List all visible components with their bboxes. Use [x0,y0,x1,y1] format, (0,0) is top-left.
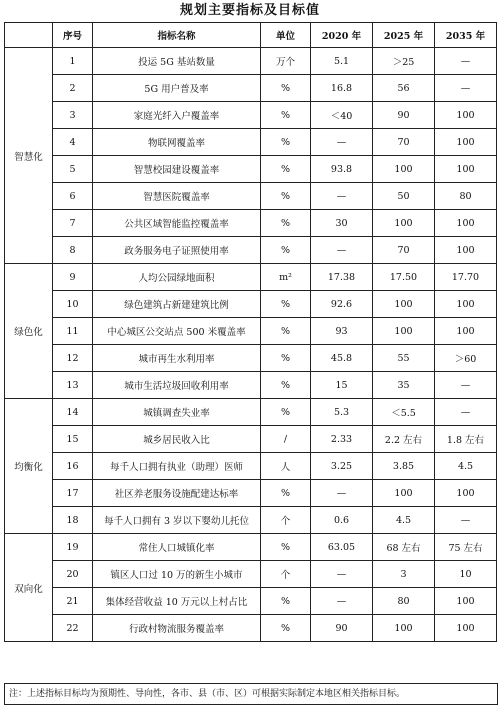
table-row [5,480,497,507]
cell-y2035: 100 [435,237,497,264]
cell-y2025: 2.2 左右 [373,426,435,453]
cell-seq: 10 [53,291,93,318]
cell-y2035: — [435,372,497,399]
cell-y2020: 15 [311,372,373,399]
cell-seq: 12 [53,345,93,372]
cell-y2020: 17.38 [311,264,373,291]
cell-y2035: 100 [435,156,497,183]
cell-y2025: 100 [373,291,435,318]
cell-y2025: 80 [373,588,435,615]
cell-unit: 万个 [261,48,311,75]
table-row [5,534,497,561]
table-body [5,48,497,642]
cell-name: 城镇调查失业率 [93,399,261,426]
table-row [5,399,497,426]
cell-y2035: 80 [435,183,497,210]
cell-name: 每千人口拥有 3 岁以下婴幼儿托位 [93,507,261,534]
cell-y2035: ＞60 [435,345,497,372]
cell-name: 每千人口拥有执业（助理）医师 [93,453,261,480]
cell-y2025: 55 [373,345,435,372]
table-row [5,561,497,588]
cell-name: 绿色建筑占新建建筑比例 [93,291,261,318]
cell-y2025: 3 [373,561,435,588]
table-row [5,75,497,102]
cell-seq: 19 [53,534,93,561]
table-row [5,507,497,534]
cell-y2025: 100 [373,615,435,642]
table-row [5,129,497,156]
cell-seq: 2 [53,75,93,102]
cell-seq: 4 [53,129,93,156]
cell-y2020: — [311,480,373,507]
cell-y2020: 5.1 [311,48,373,75]
cell-name: 中心城区公交站点 500 米覆盖率 [93,318,261,345]
cell-y2020: — [311,237,373,264]
cell-seq: 15 [53,426,93,453]
cell-y2025: 100 [373,156,435,183]
cell-y2035: 100 [435,588,497,615]
cell-name: 城市生活垃圾回收利用率 [93,372,261,399]
header-seq: 序号 [53,23,93,48]
table-row [5,372,497,399]
cell-unit: % [261,588,311,615]
cell-y2020: 93 [311,318,373,345]
table-title: 规划主要指标及目标值 [179,3,320,18]
cell-y2025: 35 [373,372,435,399]
cell-unit: % [261,210,311,237]
category-cell: 均衡化 [5,399,53,534]
cell-y2025: 50 [373,183,435,210]
cell-seq: 16 [53,453,93,480]
cell-seq: 22 [53,615,93,642]
category-cell: 绿色化 [5,264,53,399]
cell-unit: % [261,102,311,129]
cell-seq: 18 [53,507,93,534]
header-row [5,23,497,48]
table-row [5,615,497,642]
cell-unit: % [261,480,311,507]
cell-y2025: 100 [373,480,435,507]
cell-unit: % [261,237,311,264]
cell-y2035: — [435,399,497,426]
cell-name: 5G 用户普及率 [93,75,261,102]
cell-y2035: 1.8 左右 [435,426,497,453]
cell-seq: 3 [53,102,93,129]
cell-y2020: 16.8 [311,75,373,102]
cell-name: 城乡居民收入比 [93,426,261,453]
cell-y2025: 70 [373,129,435,156]
table-row [5,264,497,291]
cell-y2020: — [311,129,373,156]
cell-y2035: 100 [435,615,497,642]
cell-seq: 17 [53,480,93,507]
cell-unit: % [261,399,311,426]
cell-y2020: 45.8 [311,345,373,372]
cell-y2020: 92.6 [311,291,373,318]
cell-y2025: 3.85 [373,453,435,480]
cell-y2020: 0.6 [311,507,373,534]
cell-seq: 9 [53,264,93,291]
cell-y2020: 2.33 [311,426,373,453]
cell-y2025: 100 [373,210,435,237]
cell-name: 政务服务电子证照使用率 [93,237,261,264]
cell-name: 城市再生水利用率 [93,345,261,372]
cell-name: 物联网覆盖率 [93,129,261,156]
table-note: 注：上述指标目标均为预期性、导向性，各市、县（市、区）可根据实际制定本地区相关指标目标。 [4,683,498,705]
cell-unit: 个 [261,507,311,534]
cell-name: 智慧校园建设覆盖率 [93,156,261,183]
cell-name: 社区养老服务设施配建达标率 [93,480,261,507]
cell-y2020: 63.05 [311,534,373,561]
cell-y2035: — [435,75,497,102]
cell-y2035: 10 [435,561,497,588]
cell-y2035: 17.70 [435,264,497,291]
header-2020: 2020 年 [311,23,373,48]
cell-y2020: — [311,561,373,588]
cell-name: 投运 5G 基站数量 [93,48,261,75]
cell-name: 镇区人口过 10 万的新生小城市 [93,561,261,588]
cell-y2025: 90 [373,102,435,129]
table-row [5,210,497,237]
table-row [5,48,497,75]
table-row [5,291,497,318]
table-row [5,426,497,453]
cell-unit: % [261,183,311,210]
cell-unit: % [261,156,311,183]
cell-name: 人均公园绿地面积 [93,264,261,291]
cell-y2035: 100 [435,318,497,345]
cell-name: 公共区域智能监控覆盖率 [93,210,261,237]
cell-y2020: — [311,588,373,615]
header-name: 指标名称 [93,23,261,48]
header-2025: 2025 年 [373,23,435,48]
cell-y2035: 100 [435,102,497,129]
cell-unit: m² [261,264,311,291]
cell-unit: / [261,426,311,453]
cell-y2035: — [435,507,497,534]
cell-seq: 14 [53,399,93,426]
indicator-table [4,22,497,642]
cell-unit: % [261,291,311,318]
header-unit: 单位 [261,23,311,48]
table-row [5,588,497,615]
cell-seq: 13 [53,372,93,399]
cell-seq: 7 [53,210,93,237]
cell-name: 常住人口城镇化率 [93,534,261,561]
cell-unit: % [261,345,311,372]
table-row [5,156,497,183]
cell-y2020: 3.25 [311,453,373,480]
cell-y2020: 90 [311,615,373,642]
cell-unit: 个 [261,561,311,588]
cell-y2020: — [311,183,373,210]
cell-y2025: ＜5.5 [373,399,435,426]
header-category [5,23,53,48]
cell-y2025: 4.5 [373,507,435,534]
cell-seq: 1 [53,48,93,75]
cell-y2025: 17.50 [373,264,435,291]
cell-seq: 21 [53,588,93,615]
cell-unit: % [261,534,311,561]
table-row [5,345,497,372]
cell-y2025: 56 [373,75,435,102]
cell-y2035: 100 [435,129,497,156]
cell-seq: 20 [53,561,93,588]
cell-y2035: 75 左右 [435,534,497,561]
cell-y2025: ＞25 [373,48,435,75]
category-cell: 智慧化 [5,48,53,264]
cell-unit: % [261,75,311,102]
cell-unit: 人 [261,453,311,480]
table-row [5,183,497,210]
cell-y2020: 93.8 [311,156,373,183]
cell-name: 行政村物流服务覆盖率 [93,615,261,642]
cell-unit: % [261,372,311,399]
category-cell: 双向化 [5,534,53,642]
cell-y2025: 70 [373,237,435,264]
cell-seq: 5 [53,156,93,183]
cell-unit: % [261,318,311,345]
cell-y2035: 100 [435,291,497,318]
cell-unit: % [261,129,311,156]
cell-y2035: 100 [435,480,497,507]
table-row [5,453,497,480]
cell-y2035: — [435,48,497,75]
cell-y2025: 68 左右 [373,534,435,561]
cell-y2035: 4.5 [435,453,497,480]
table-row [5,318,497,345]
cell-y2020: 5.3 [311,399,373,426]
cell-y2035: 100 [435,210,497,237]
cell-unit: % [261,615,311,642]
cell-y2020: ＜40 [311,102,373,129]
cell-seq: 6 [53,183,93,210]
header-2035: 2035 年 [435,23,497,48]
cell-name: 智慧医院覆盖率 [93,183,261,210]
cell-y2020: 30 [311,210,373,237]
cell-seq: 11 [53,318,93,345]
cell-y2025: 100 [373,318,435,345]
cell-name: 家庭光纤入户覆盖率 [93,102,261,129]
table-row [5,102,497,129]
table-row [5,237,497,264]
cell-name: 集体经营收益 10 万元以上村占比 [93,588,261,615]
cell-seq: 8 [53,237,93,264]
